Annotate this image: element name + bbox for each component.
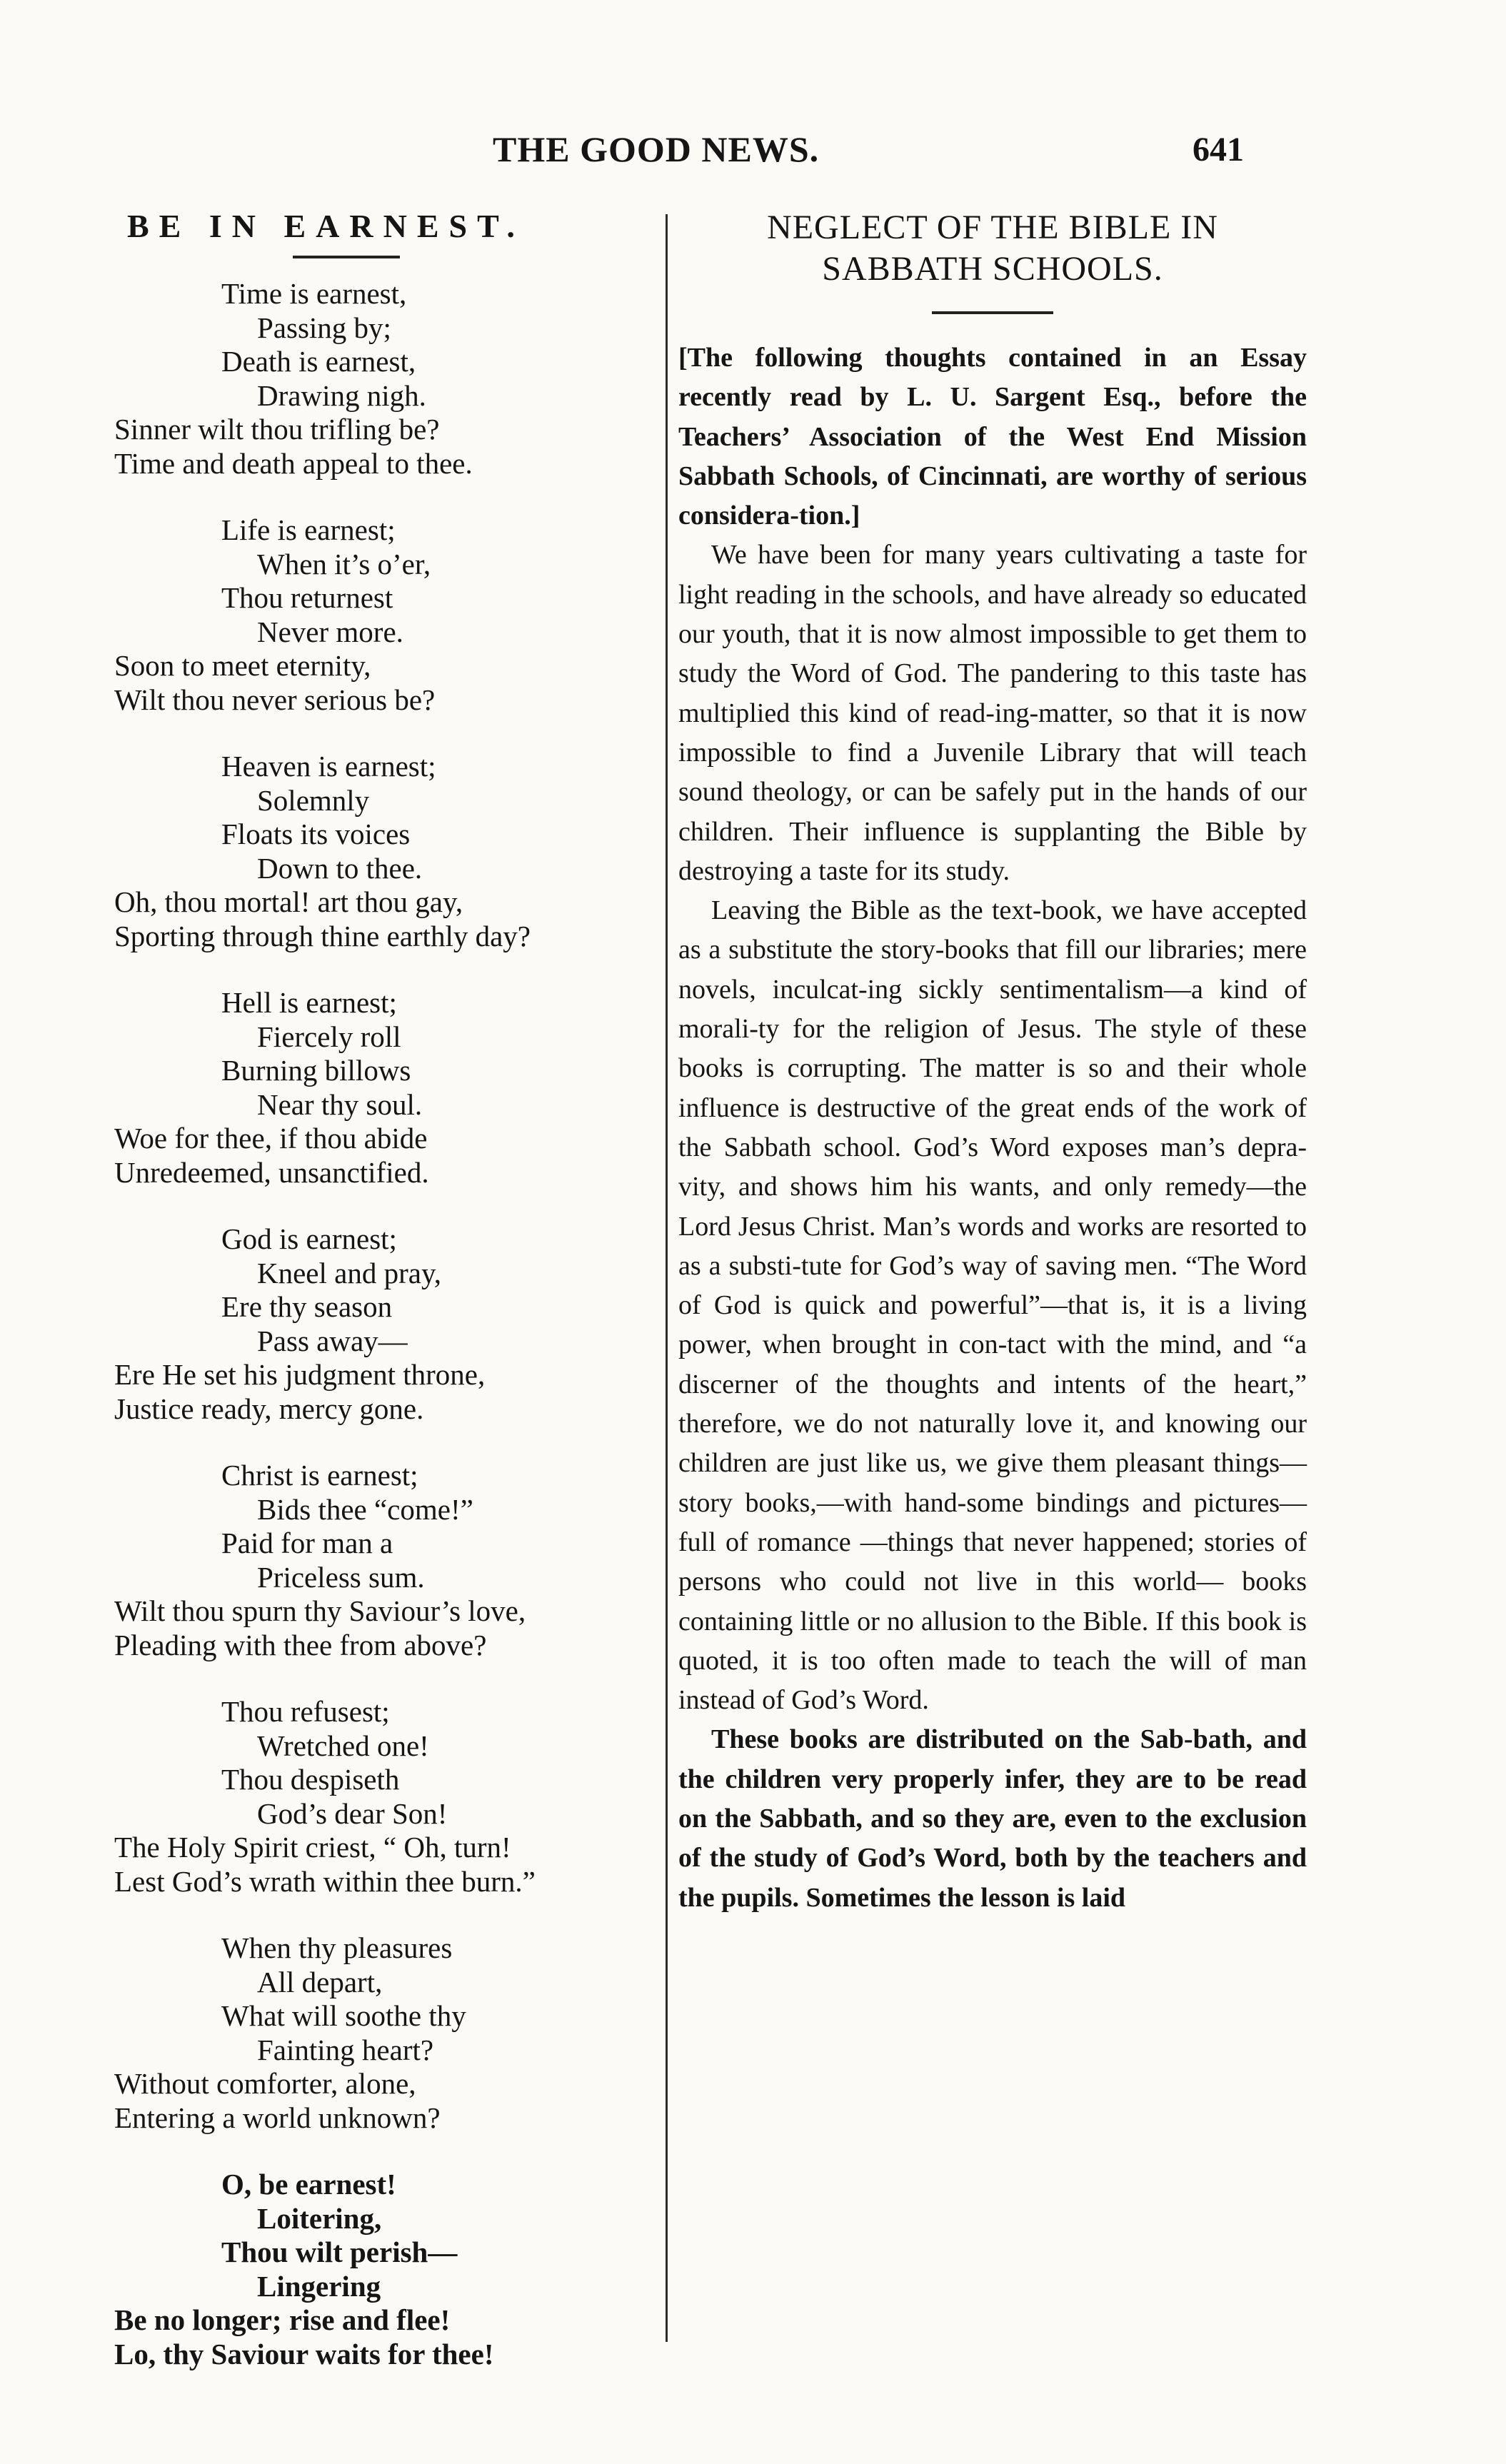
poem-line: Thou wilt perish— [221,2236,458,2268]
poem-line: Death is earnest, [221,345,416,378]
article-intro: [The following thoughts contained in an Essay recently read by L. U. Sargent Esq., before the Teachers’ Association of the West End Mission Sabbath Schools, of Cincinnati, are worthy of serious considera-tion.] [678,343,1307,531]
poem-line: When thy pleasures [221,1931,453,1964]
article-title-line-2: SABBATH SCHOOLS. [822,250,1163,288]
poem-line: Entering a world unknown? [114,2101,441,2134]
column-divider [666,214,668,2342]
poem-line: Down to thee. [257,851,423,885]
poem-line: All depart, [257,1965,383,1998]
poem-line: Bids thee “come!” [257,1492,473,1526]
poem-line: When it’s o’er, [257,547,431,580]
poem-line: What will soothe thy [221,1999,466,2032]
poem-title-rule [293,256,400,258]
poem-line: Without comforter, alone, [114,2067,416,2100]
poem-line: Lest God’s wrath within thee burn.” [114,1864,536,1898]
poem-stanza [114,750,643,953]
poem-line: Floats its voices [221,818,411,850]
poem-line: Sporting through thine earthly day? [114,919,531,952]
poem-body [114,277,643,2371]
page-number: 641 [1193,131,1244,169]
poem-line: Wilt thou never serious be? [114,683,436,716]
poem-line: Pass away— [257,1324,408,1357]
poem-line: Never more. [257,615,403,648]
poem-line: Soon to meet eternity, [114,649,371,682]
poem-line: Paid for man a [221,1527,393,1559]
article-title [678,207,1307,290]
poem-stanza [114,1459,643,1662]
poem-line: The Holy Spirit criest, “ Oh, turn! [114,1831,511,1864]
poem-line: Burning billows [221,1054,411,1087]
article-paragraph: These books are distributed on the Sab-bath, and the children very properly infer, they are to be read on the Sabbath, and so they are, even to the exclusion of the study of God’s Word, both by the teachers and the pupils. Sometimes the lesson is laid [678,1724,1307,1913]
poem-line: Priceless sum. [257,1560,425,1594]
poem-line: Loitering, [257,2201,382,2235]
poem-line: Sinner wilt thou trifling be? [114,413,440,446]
poem-stanza [114,277,643,481]
poem-line: Kneel and pray, [257,1256,442,1289]
poem-line: Lo, thy Saviour waits for thee! [114,2337,494,2370]
poem-line: Fainting heart? [257,2033,434,2066]
poem-line: Pleading with thee from above? [114,1628,487,1661]
poem-line: Heaven is earnest; [221,750,436,783]
poem-line: Woe for thee, if thou abide [114,1122,428,1155]
poem-line: Wretched one! [257,1729,429,1762]
poem-line: Fiercely roll [257,1020,401,1053]
poem-line: Justice ready, mercy gone. [114,1392,424,1425]
running-head [0,129,1506,178]
poem-line: Ere He set his judgment throne, [114,1358,486,1391]
poem-line: Lingering [257,2269,381,2303]
poem-line: Life is earnest; [221,513,396,546]
article-paragraph: We have been for many years cultivating a taste for light reading in the schools, and have already so educated our youth, that it is now almost impossible to get them to study the Word of God. The pandering to this taste has multiplied this kind of read-ing-matter, so that it is now impossible to find a Juvenile Library that will teach sound theology, or can be safely put in the hands of our children. Their influence is supplanting the Bible by destroying a taste for its study. [678,540,1307,886]
poem-line: Drawing nigh. [257,378,426,412]
poem-line: God is earnest; [221,1222,397,1255]
poem-line: Time is earnest, [221,277,407,310]
article-title-line-1: NEGLECT OF THE BIBLE IN [767,208,1218,246]
poem-stanza [114,986,643,1190]
poem-line: Wilt thou spurn thy Saviour’s love, [114,1594,526,1627]
poem-line: Be no longer; rise and flee! [114,2303,451,2336]
poem-stanza [114,1931,643,2135]
poem-stanza [114,1222,643,1426]
article-paragraph: Leaving the Bible as the text-book, we have accepted as a substitute the story-books that fill our libraries; mere novels, inculcat-ing sickly sentimentalism—a kind of morali-ty for the religion of Jesus. The style of these books is corrupting. The matter is so and their whole influence is destructive of the great ends of the work of the Sabbath school. God’s Word exposes man’s depra-vity, and shows him his wants, and only remedy—the Lord Jesus Christ. Man’s words and works are resorted to as a substi-tute for God’s way of saving men. “The Word of God is quick and powerful”—that is, it is a living power, when brought in con-tact with the mind, and “a discerner of the thoughts and intents of the heart,” therefore, we do not naturally love it, and knowing our children are just like us, we give them pleasant things—story books,—with hand-some bindings and pictures—full of romance —things that never happened; stories of persons who could not live in this world— books containing little or no allusion to the Bible. If this book is quoted, it is too often made to teach the will of man instead of God’s Word. [678,895,1307,1716]
poem-title: BE IN EARNEST. [127,208,525,244]
poem-column [114,207,643,2404]
poem-line: Passing by; [257,311,391,344]
poem-line: Ere thy season [221,1290,393,1323]
running-title: THE GOOD NEWS. [493,129,820,169]
article-column [678,207,1307,1918]
poem-line: Hell is earnest; [221,986,397,1019]
poem-line: Unredeemed, unsanctified. [114,1155,429,1189]
poem-line: Near thy soul. [257,1087,423,1121]
poem-line: Christ is earnest; [221,1459,418,1492]
poem-line: Thou despiseth [221,1763,400,1796]
poem-line: O, be earnest! [221,2168,396,2201]
poem-stanza [114,2168,643,2371]
poem-stanza [114,513,643,717]
poem-line: Thou refusest; [221,1695,390,1728]
poem-line: Thou returnest [221,581,393,614]
poem-line: Solemnly [257,783,370,817]
poem-stanza [114,1695,643,1899]
poem-line: Time and death appeal to thee. [114,446,473,480]
poem-line: Oh, thou mortal! art thou gay, [114,885,463,918]
poem-line: God’s dear Son! [257,1796,448,1830]
article-title-rule [932,311,1053,314]
